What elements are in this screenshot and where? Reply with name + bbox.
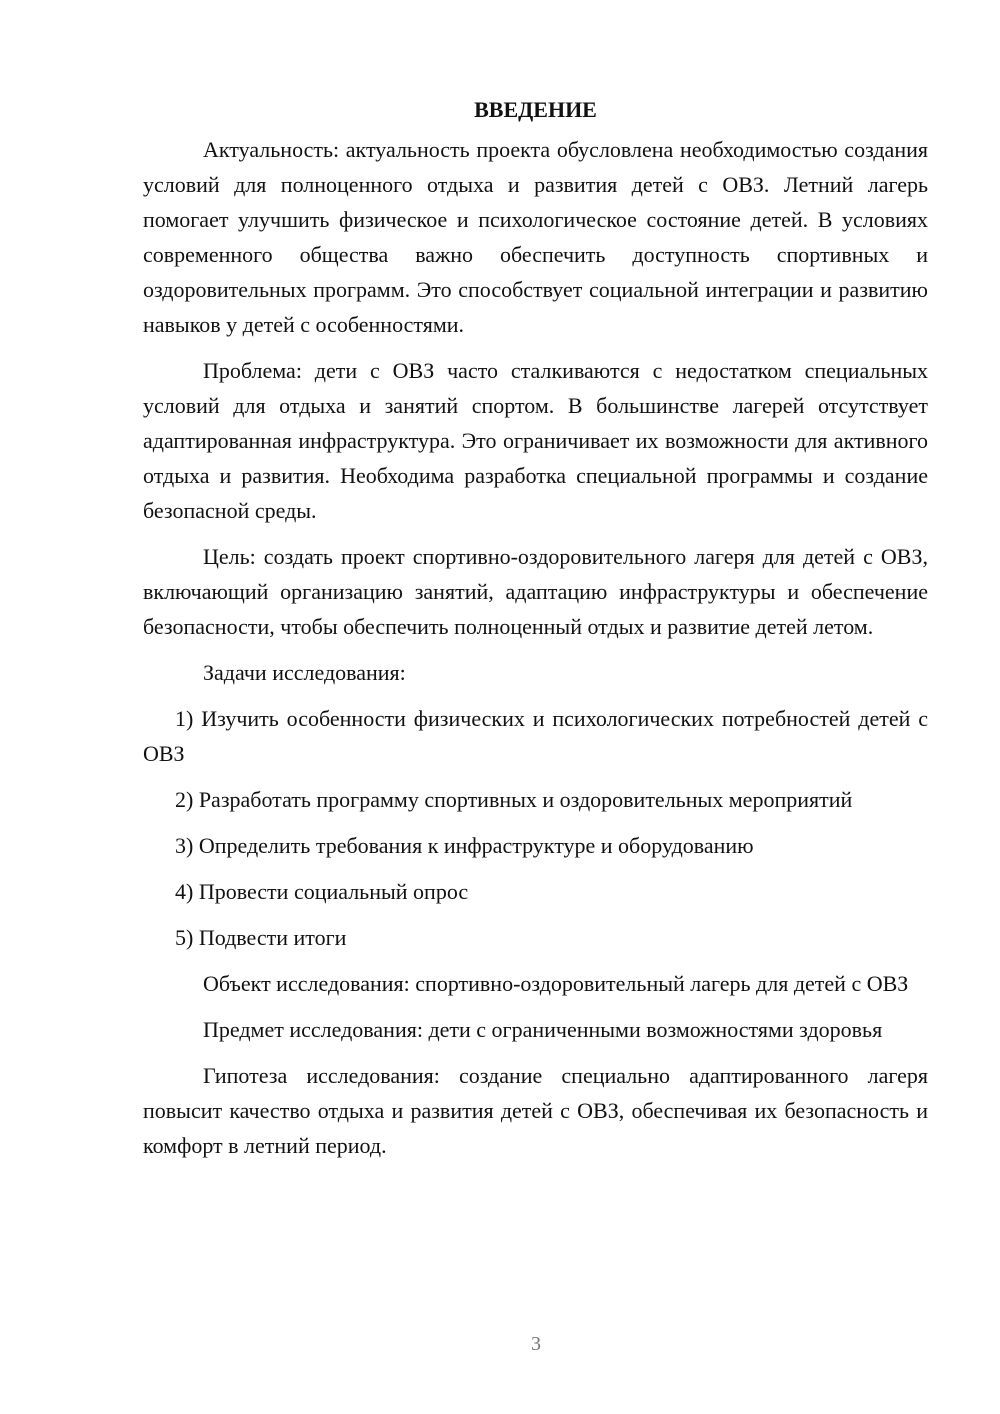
task-item: 5) Подвести итоги [175,925,347,950]
document-page [143,92,928,1174]
tasks-heading: Задачи исследования: [203,660,406,685]
task-item: 4) Провести социальный опрос [175,879,469,904]
page-title: ВВЕДЕНИЕ [474,97,597,122]
problem-paragraph: Проблема: дети с ОВЗ часто сталкиваются с недостатком специальных условий для отдыха и занятий спортом. В большинстве лагерей отсутствует адаптированная инфраструктура. Это ограничивает их возможности для активного отдыха и развития. Необходима разработка специальной программы и создание безопасной среды. [143,358,928,523]
hypothesis-paragraph: Гипотеза исследования: создание специально адаптированного лагеря повысит качество отдыха и развития детей с ОВЗ, обеспечивая их безопасность и комфорт в летний период. [143,1063,928,1158]
tasks-list [143,701,928,955]
task-item: 3) Определить требования к инфраструктуре и оборудованию [175,833,754,858]
task-item: 1) Изучить особенности физических и психологических потребностей детей с ОВЗ [143,706,928,766]
page-number: 3 [531,1333,541,1355]
goal-paragraph: Цель: создать проект спортивно-оздоровительного лагеря для детей с ОВЗ, включающий организацию занятий, адаптацию инфраструктуры и обеспечение безопасности, чтобы обеспечить полноценный отдых и развитие детей летом. [143,544,928,639]
relevance-paragraph: Актуальность: актуальность проекта обусловлена необходимостью создания условий для полноценного отдыха и развития детей с ОВЗ. Летний лагерь помогает улучшить физическое и психологическое состояние детей. В условиях современного общества важно обеспечить доступность спортивных и оздоровительных программ. Это способствует социальной интеграции и развитию навыков у детей с особенностями. [143,137,928,337]
task-item: 2) Разработать программу спортивных и оздоровительных мероприятий [175,787,853,812]
object-paragraph: Объект исследования: спортивно-оздоровительный лагерь для детей с ОВЗ [203,971,909,996]
subject-paragraph: Предмет исследования: дети с ограниченными возможностями здоровья [203,1017,883,1042]
